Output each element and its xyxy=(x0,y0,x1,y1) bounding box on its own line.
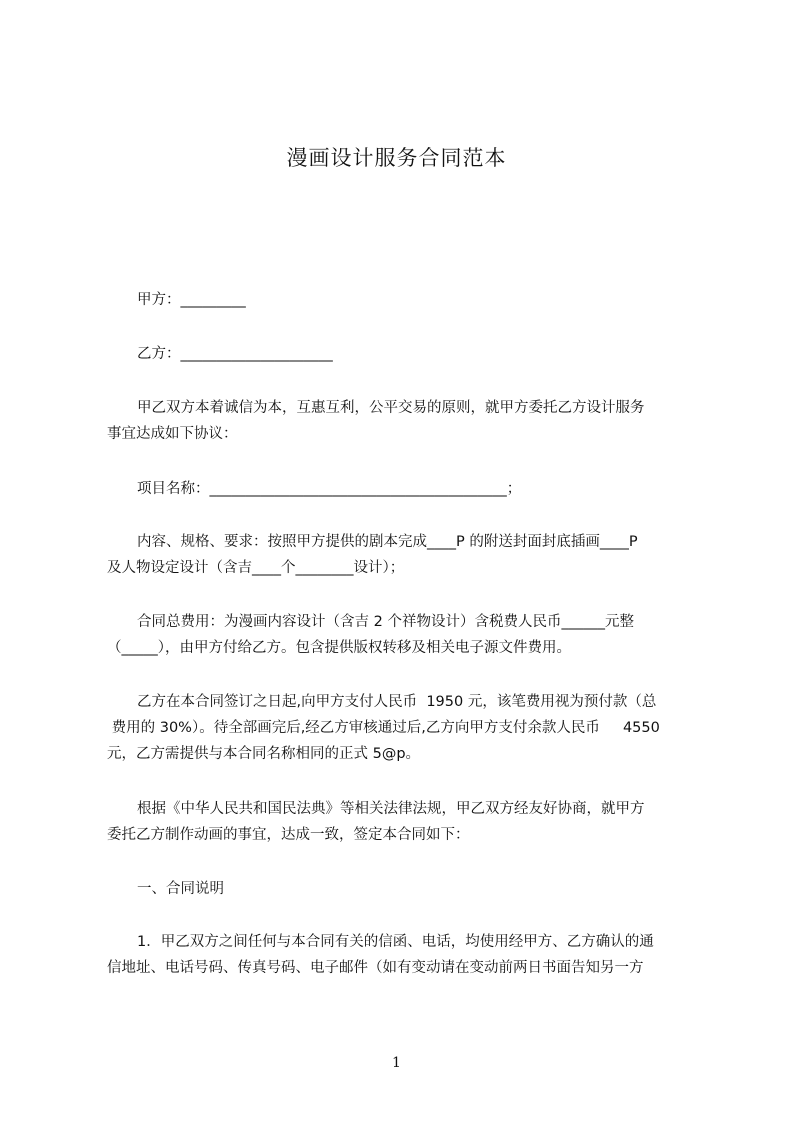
clause-1-line-1: 1．甲乙双方之间任何与本合同有关的信函、电话，均使用经甲方、乙方确认的通 xyxy=(137,934,654,950)
project-name-line: 项目名称：_________________________________________； xyxy=(137,481,522,497)
legal-basis-line-1: 根据《中华人民共和国民法典》等相关法律法规，甲乙双方经友好协商，就甲方 xyxy=(137,801,645,817)
intro-paragraph-line-2: 事宜达成如下协议： xyxy=(107,426,238,442)
party-b-line: 乙方：_____________________ xyxy=(137,346,333,362)
content-spec-line-2: 及人物设定设计（含吉____个________设计）； xyxy=(107,560,405,576)
section-1-heading: 一、合同说明 xyxy=(137,881,224,897)
page-number: 1 xyxy=(392,1055,401,1071)
clause-1-line-2: 信地址、电话号码、传真号码、电子邮件（如有变动请在变动前两日书面告知另一方 xyxy=(107,960,644,976)
party-a-line: 甲方：_________ xyxy=(137,292,246,308)
document-title: 漫画设计服务合同范本 xyxy=(286,146,507,170)
intro-paragraph-line-1: 甲乙双方本着诚信为本，互惠互利，公平交易的原则，就甲方委托乙方设计服务 xyxy=(137,400,645,416)
payment-line-2: 费用的 30%）。待全部画完后,经乙方审核通过后,乙方向甲方支付余款人民币 4550 xyxy=(107,720,660,736)
content-spec-line-1: 内容、规格、要求：按照甲方提供的剧本完成____P 的附送封面封底插画____P xyxy=(137,534,638,550)
total-fee-line-1: 合同总费用：为漫画内容设计（含吉 2 个祥物设计）含税费人民币______元整 xyxy=(137,614,634,630)
total-fee-line-2: （_____），由甲方付给乙方。包含提供版权转移及相关电子源文件费用。 xyxy=(107,640,571,656)
payment-line-3: 元，乙方需提供与本合同名称相同的正式 5@p。 xyxy=(107,746,421,762)
payment-line-1: 乙方在本合同签订之日起,向甲方支付人民币 1950 元，该笔费用视为预付款（总 xyxy=(137,694,657,710)
legal-basis-line-2: 委托乙方制作动画的事宜，达成一致，签定本合同如下： xyxy=(107,827,470,843)
